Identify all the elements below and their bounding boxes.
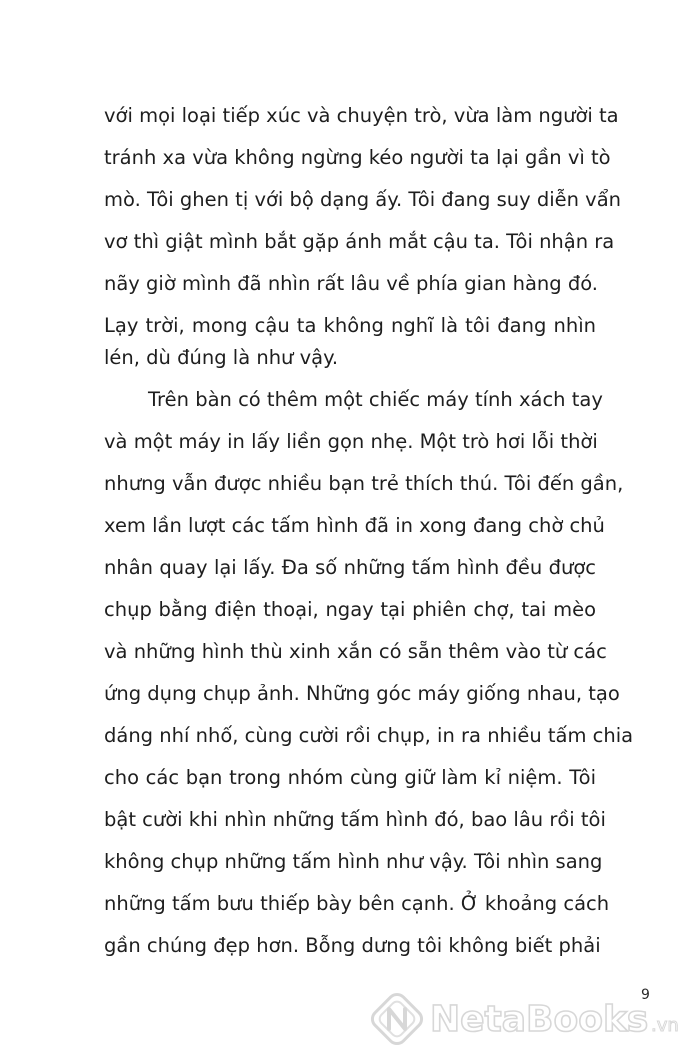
- netabooks-watermark: [366, 986, 696, 1058]
- text-line: nãy giờ mình đã nhìn rất lâu về phía gian hàng đó.: [104, 272, 599, 295]
- paragraph-end-line: lén, dù đúng là như vậy.: [104, 346, 339, 369]
- text-line: những tấm bưu thiếp bày bên cạnh. Ở khoảng cách: [104, 892, 610, 915]
- text-line: vơ thì giật mình bắt gặp ánh mắt cậu ta. Tôi nhận ra: [104, 230, 615, 253]
- text-line: và một máy in lấy liền gọn nhẹ. Một trò hơi lỗi thời: [104, 430, 598, 453]
- text-line: không chụp những tấm hình như vậy. Tôi nhìn sang: [104, 850, 603, 873]
- text-line: xem lần lượt các tấm hình đã in xong đang chờ chủ: [104, 514, 605, 537]
- watermark-tld: .vn: [651, 1015, 679, 1036]
- text-line: tránh xa vừa không ngừng kéo người ta lại gần vì tò: [104, 146, 611, 169]
- text-line: dáng nhí nhố, cùng cười rồi chụp, in ra nhiều tấm chia: [104, 724, 634, 747]
- text-line: Lạy trời, mong cậu ta không nghĩ là tôi đang nhìn: [104, 314, 596, 337]
- netabooks-logo-icon: [366, 988, 428, 1050]
- text-line: nhưng vẫn được nhiều bạn trẻ thích thú. Tôi đến gần,: [104, 472, 624, 495]
- text-line: ứng dụng chụp ảnh. Những góc máy giống nhau, tạo: [104, 682, 620, 705]
- paragraph-first-line: Trên bàn có thêm một chiếc máy tính xách tay: [148, 388, 603, 411]
- watermark-brand: NetaBooks: [430, 999, 649, 1040]
- text-line: cho các bạn trong nhóm cùng giữ làm kỉ niệm. Tôi: [104, 766, 596, 789]
- text-line: gần chúng đẹp hơn. Bỗng dưng tôi không biết phải: [104, 934, 601, 957]
- text-line: chụp bằng điện thoại, ngay tại phiên chợ, tai mèo: [104, 598, 596, 621]
- text-line: với mọi loại tiếp xúc và chuyện trò, vừa làm người ta: [104, 104, 619, 127]
- page-number: 9: [641, 987, 650, 1003]
- text-line: và những hình thù xinh xắn có sẵn thêm vào từ các: [104, 640, 607, 663]
- text-line: nhân quay lại lấy. Đa số những tấm hình đều được: [104, 556, 596, 579]
- text-line: mò. Tôi ghen tị với bộ dạng ấy. Tôi đang suy diễn vẩn: [104, 188, 622, 211]
- text-line: bật cười khi nhìn những tấm hình đó, bao lâu rồi tôi: [104, 808, 606, 831]
